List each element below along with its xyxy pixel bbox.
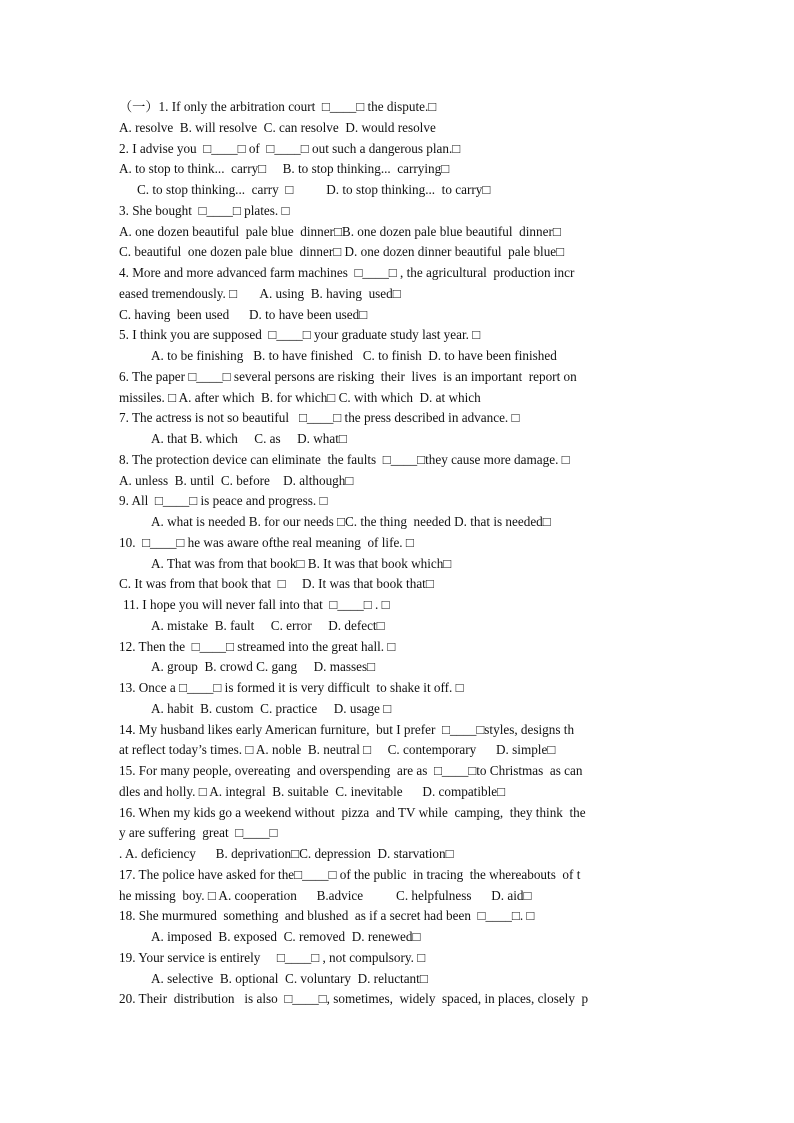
text-line: 3. She bought □____□ plates. □ <box>119 202 290 218</box>
text-line: . A. deficiency B. deprivation□C. depression D. starvation□ <box>119 846 454 861</box>
text-line: A. to be finishing B. to have finished C. to finish D. to have been finished <box>151 348 557 363</box>
text-line: C. It was from that book that □ D. It was that book that□ <box>119 576 434 592</box>
text-line: 6. The paper □____□ several persons are risking their lives is an important report on <box>119 368 577 384</box>
text-line: 8. The protection device can eliminate the faults □____□they cause more damage. □ <box>119 451 570 467</box>
text-line: 10. □____□ he was aware ofthe real meaning of life. □ <box>119 534 414 550</box>
text-line: （一）1. If only the arbitration court □____□ the dispute.□ <box>119 99 437 114</box>
text-line: C. to stop thinking... carry □ D. to stop thinking... to carry□ <box>137 182 491 197</box>
text-line: dles and holly. □ A. integral B. suitable C. inevitable D. compatible□ <box>119 783 506 799</box>
text-line: 19. Your service is entirely □____□ , not compulsory. □ <box>119 949 426 965</box>
document-page <box>119 97 679 1010</box>
text-line: he missing boy. □ A. cooperation B.advice C. helpfulness D. aid□ <box>119 887 532 903</box>
text-line: A. that B. which C. as D. what□ <box>151 431 347 446</box>
text-line: 18. She murmured something and blushed as if a secret had been □____□. □ <box>119 908 535 924</box>
text-line: 11. I hope you will never fall into that □____□ . □ <box>123 597 390 612</box>
text-line: A. what is needed B. for our needs □C. the thing needed D. that is needed□ <box>151 514 551 529</box>
text-line: 15. For many people, overeating and overspending are as □____□to Christmas as can <box>119 763 583 778</box>
text-line: 17. The police have asked for the□____□ of the public in tracing the whereabouts of t <box>119 866 581 882</box>
text-line: 13. Once a □____□ is formed it is very difficult to shake it off. □ <box>119 680 464 695</box>
text-line: at reflect today’s times. □ A. noble B. neutral □ C. contemporary D. simple□ <box>119 742 556 758</box>
text-line: 16. When my kids go a weekend without pizza and TV while camping, they think the <box>119 804 586 820</box>
text-line: y are suffering great □____□ <box>119 825 278 841</box>
text-line: 20. Their distribution is also □____□, sometimes, widely spaced, in places, closely p <box>119 991 589 1007</box>
text-line: 9. All □____□ is peace and progress. □ <box>119 493 328 509</box>
text-line: A. selective B. optional C. voluntary D. reluctant□ <box>151 970 428 986</box>
text-line: 14. My husband likes early American furniture, but I prefer □____□styles, designs th <box>119 721 575 737</box>
text-line: missiles. □ A. after which B. for which□ C. with which D. at which <box>119 389 481 405</box>
text-line: eased tremendously. □ A. using B. having used□ <box>119 285 401 301</box>
text-line: 7. The actress is not so beautiful □____□ the press described in advance. □ <box>119 410 520 426</box>
text-line: A. habit B. custom C. practice D. usage □ <box>151 700 392 716</box>
text-line: A. to stop to think... carry□ B. to stop thinking... carrying□ <box>119 161 450 177</box>
text-line: A. That was from that book□ B. It was that book which□ <box>151 555 452 571</box>
text-line: 4. More and more advanced farm machines □____□ , the agricultural production incr <box>119 265 575 280</box>
text-line: C. having been used D. to have been used□ <box>119 306 368 322</box>
text-line: A. group B. crowd C. gang D. masses□ <box>151 659 376 675</box>
text-line: A. one dozen beautiful pale blue dinner□B. one dozen pale blue beautiful dinner□ <box>119 223 561 239</box>
text-line: A. resolve B. will resolve C. can resolve D. would resolve <box>119 119 436 135</box>
text-line: A. unless B. until C. before D. although□ <box>119 472 354 488</box>
text-line: A. imposed B. exposed C. removed D. renewed□ <box>151 929 421 944</box>
text-line: 5. I think you are supposed □____□ your graduate study last year. □ <box>119 327 481 343</box>
text-line: 2. I advise you □____□ of □____□ out such a dangerous plan.□ <box>119 140 461 156</box>
text-line: C. beautiful one dozen pale blue dinner□ D. one dozen dinner beautiful pale blue□ <box>119 244 565 260</box>
text-line: A. mistake B. fault C. error D. defect□ <box>151 617 385 633</box>
text-line: 12. Then the □____□ streamed into the great hall. □ <box>119 638 396 654</box>
